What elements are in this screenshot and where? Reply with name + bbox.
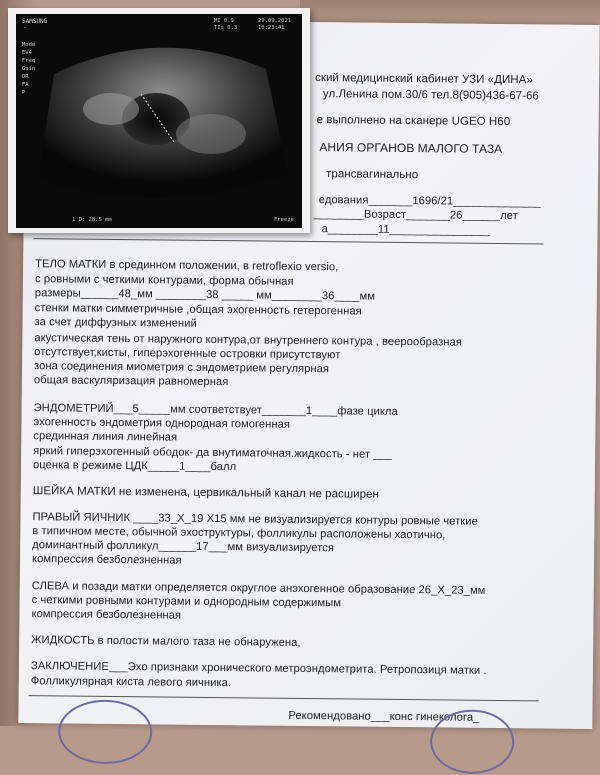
ultrasound-screen [16, 14, 302, 228]
svg-text:·: · [24, 25, 26, 32]
text-line: СЛЕВА и позади матки определяется округлое анэхогенное образование 26_Х_23_мм [31, 580, 486, 597]
text-line: компрессия безболезненная [31, 608, 182, 622]
text-line: стенки матки симметричные ,общая эхогенность гетерогенная [34, 302, 362, 318]
side-label: Gain [22, 66, 36, 72]
cervix-line: ШЕЙКА МАТКИ не изменена, цервикальный канал не расширен [32, 485, 379, 501]
cycle-day: а________11________________ [321, 223, 491, 237]
side-label: DR [22, 74, 29, 80]
text-line: ЭНДОМЕТРИЙ___5_____мм соответствует_______1____фазе цикла [33, 402, 398, 418]
scan-date: 29.09.2021 [258, 18, 292, 24]
side-label: FA [22, 82, 29, 88]
text-line: размеры______48_мм ________38 _____ мм________36____мм [34, 287, 376, 303]
text-line: доминантный фолликул______17___мм визуализируется [32, 539, 335, 555]
text-line: Фолликулярная киста левого яичника. [30, 675, 232, 690]
side-label: Freq [22, 58, 36, 64]
side-label: P [22, 90, 26, 96]
text-line: срединная линия линейная [33, 430, 178, 444]
text-line: за счет диффузных изменений [34, 316, 197, 330]
divider [33, 238, 543, 244]
ultrasound-photo [8, 8, 310, 233]
clinic-name: ский медицинский кабинет УЗИ «ДИНА» [315, 72, 533, 87]
side-label: EV4 [22, 50, 32, 56]
freeze-label: Freeze [274, 217, 294, 223]
text-line: отсутствует,кисты, гиперэхогенные островки присутствуют [34, 346, 341, 362]
clinic-address: ул.Ленина пом.30/6 тел.8(905)436-67-66 [322, 88, 539, 103]
text-line: оценка в режиме ЦДК_____1____балл [32, 459, 237, 474]
text-line: ПРАВЫЙ ЯИЧНИК ____33_Х_19 Х15 мм не визуализируется контуры ровные четкие [32, 511, 478, 528]
side-label: Mode [22, 42, 36, 48]
text-line: ЗАКЛЮЧЕНИЕ___Эхо признаки хронического метроэндометрита. Ретропозиця матки . [30, 660, 487, 677]
text-line: общая васкуляризация равномерная [33, 374, 229, 389]
text-line: ТЕЛО МАТКИ в срединном положении, в retroflexio versio, [35, 258, 339, 274]
text-line: с четкими ровными контурами и однородным содержимым [31, 594, 342, 610]
fluid-line: ЖИДКОСТЬ в полости малого таза не обнаружена, [31, 634, 301, 649]
report-title: АНИЯ ОРГАНОВ МАЛОГО ТАЗА [319, 140, 503, 157]
device-brand: SAMSUNG [22, 18, 48, 25]
stamp-left [58, 699, 153, 764]
measurement: 1 D: 28.5 mm [72, 217, 112, 223]
ultrasound-image [16, 14, 302, 228]
text-line: эхогенность эндометрия однородная гомогенная [33, 416, 291, 431]
text-line: яркий гиперэхогенный ободок- да внутиматочная.жидкость - нет ___ [33, 445, 393, 461]
stamp-right [430, 709, 515, 774]
scanner-line: е выполнено на сканере UGEO H60 [316, 114, 511, 129]
method: трансвагинально [326, 168, 419, 182]
text-line: зона соединения миометрия с эндометрием регулярная [34, 360, 330, 376]
text-line: компрессия безболезненная [31, 553, 182, 567]
mi-value: MI 0.9 [214, 18, 234, 24]
scan-time: 10:23:41 [258, 25, 285, 31]
patient-age: ________Возраст_______26______лет [313, 208, 518, 223]
text-line: акустическая тень от наружного контура,от внутреннего контура , веерообразная [34, 332, 462, 349]
study-number: едования_______1696/21______________ [318, 194, 542, 209]
text-line: в типичном месте, обычной эхоструктуры, фолликулы расположены хаотично, [32, 525, 446, 542]
text-line: с ровными с четкими контурами, форма обычная [34, 273, 294, 288]
recommendation: Рекомендовано___конс гинеколога_ [288, 709, 480, 724]
tis-value: TIs 0.3 [214, 25, 238, 31]
